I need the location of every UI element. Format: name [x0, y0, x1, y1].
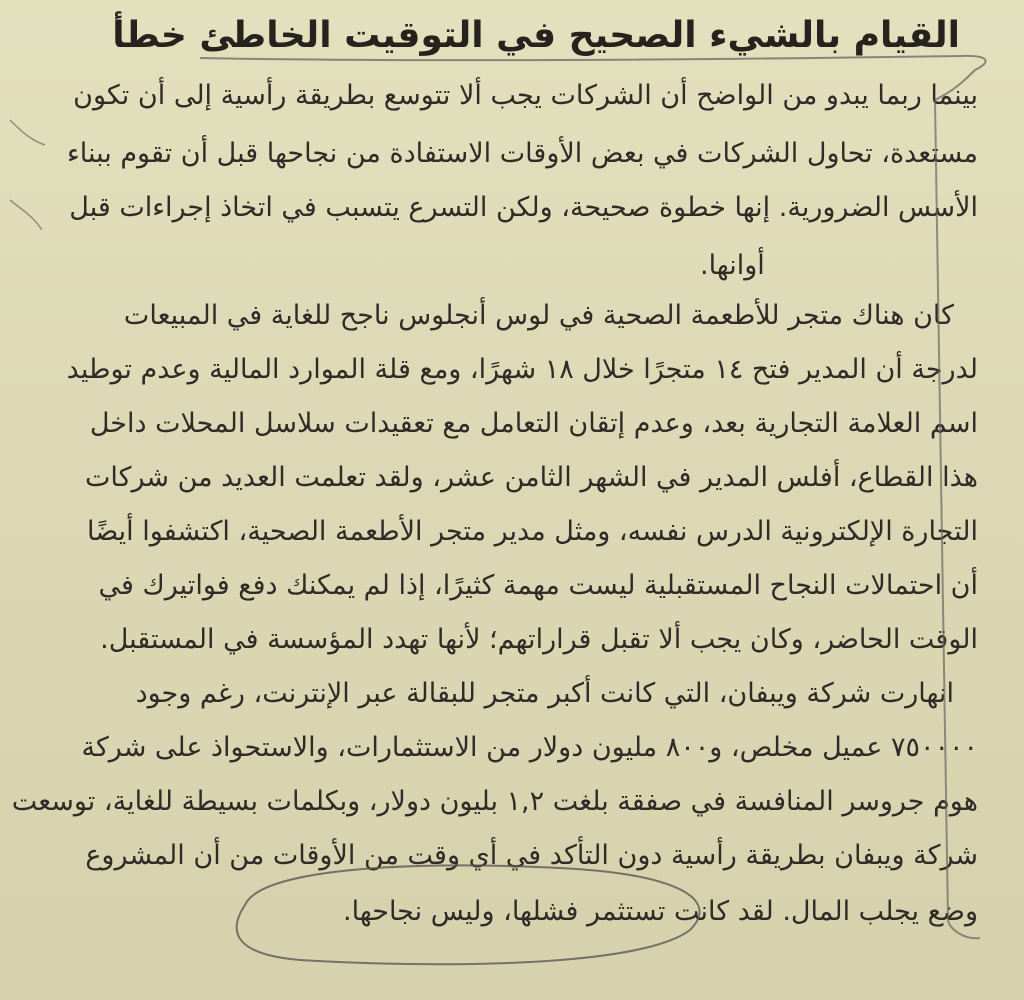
text-line: الوقت الحاضر، وكان يجب ألا تقبل قراراتهم؛ لأنها تهدد المؤسسة في المستقبل.: [100, 624, 978, 655]
text-line: انهارت شركة ويبفان، التي كانت أكبر متجر للبقالة عبر الإنترنت، رغم وجود: [135, 678, 954, 709]
text-line: اسم العلامة التجارية بعد، وعدم إتقان التعامل مع تعقيدات سلاسل المحلات داخل: [89, 408, 978, 439]
text-line: أوانها.: [700, 250, 765, 281]
text-line: بينما ربما يبدو من الواضح أن الشركات يجب ألا تتوسع بطريقة رأسية إلى أن تكون: [73, 80, 978, 111]
text-line: لدرجة أن المدير فتح ١٤ متجرًا خلال ١٨ شهرًا، ومع قلة الموارد المالية وعدم توطيد: [66, 354, 978, 385]
text-line: الأسس الضرورية. إنها خطوة صحيحة، ولكن التسرع يتسبب في اتخاذ إجراءات قبل: [69, 192, 978, 223]
text-line: وضع يجلب المال. لقد كانت تستثمر فشلها، وليس نجاحها.: [343, 896, 978, 927]
text-line: مستعدة، تحاول الشركات في بعض الأوقات الاستفادة من نجاحها قبل أن تقوم ببناء: [67, 138, 978, 169]
text-line: أن احتمالات النجاح المستقبلية ليست مهمة كثيرًا، إذا لم يمكنك دفع فواتيرك في: [98, 570, 978, 601]
text-line: هوم جروسر المنافسة في صفقة بلغت ١,٢ بليون دولار، وبكلمات بسيطة للغاية، توسعت: [11, 786, 978, 817]
text-line: التجارة الإلكترونية الدرس نفسه، ومثل مدير متجر الأطعمة الصحية، اكتشفوا أيضًا: [87, 516, 978, 547]
text-line: ٧٥٠٠٠٠ عميل مخلص، و٨٠٠ مليون دولار من الاستثمارات، والاستحواذ على شركة: [81, 732, 978, 763]
section-title: القيام بالشيء الصحيح في التوقيت الخاطئ خطأ: [112, 15, 960, 56]
text-line: هذا القطاع، أفلس المدير في الشهر الثامن عشر، ولقد تعلمت العديد من شركات: [84, 462, 978, 493]
text-line: كان هناك متجر للأطعمة الصحية في لوس أنجلوس ناجح للغاية في المبيعات: [123, 300, 954, 331]
text-line: شركة ويبفان بطريقة رأسية دون التأكد في أي وقت من الأوقات من أن المشروع: [85, 840, 978, 871]
